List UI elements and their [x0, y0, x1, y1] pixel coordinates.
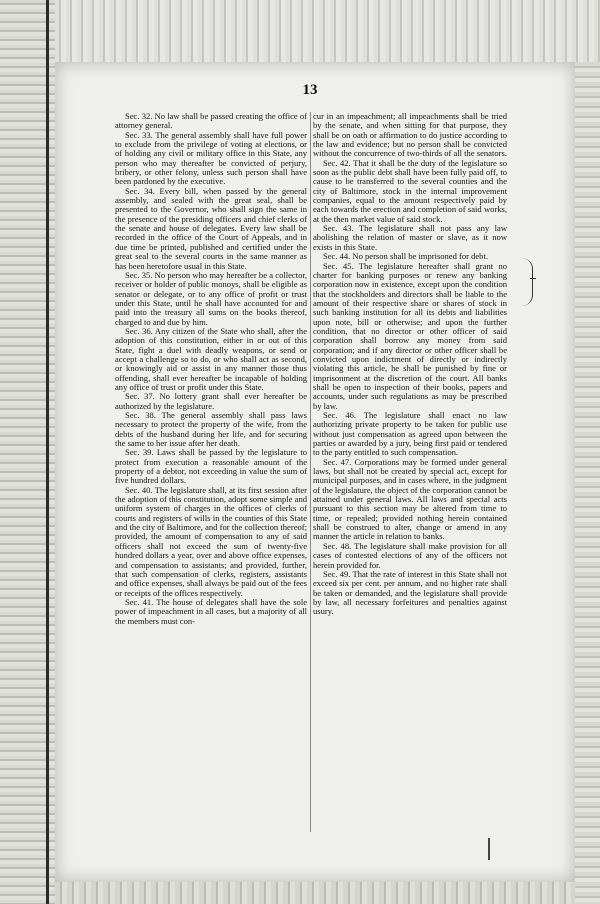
column-divider — [310, 112, 311, 832]
section-36: Sec. 36. Any citizen of the State who shall, after the adoption of this constitution, either in or out of this State, fight a duel with deadly weapons, or send or accept a challenge so to do, or who shall act as second, or knowingly aid or assist in any manner those thus offending, shall ever hereafter be incapable of holding any office of trust or profit under this State. — [115, 325, 307, 392]
section-45: Sec. 45. The legislature hereafter shall grant no charter for banking purposes or renew any banking corporation now in existence, except upon the condition that the stockholders and directors shall be liable to the amount of their respective share or shares of stock in such banking institution for all its debts and liabilities upon note, bill or otherwise; and upon the further condition, that no director or other officer of said corporation shall borrow any money from said corporation; and if any director or other officer shall be convicted upon indictment of directly or indirectly violating this article, he shall be punished by fine or imprisonment at the discretion of the court. All banks shall be open to inspection of their books, papers and accounts, under such regulations as may be prescribed by law. — [313, 260, 507, 411]
section-46: Sec. 46. The legislature shall enact no law authorizing private property to be taken for public use without just compensation as agreed upon between the parties or awarded by a jury, being first paid or tendered to the party entitled to such compensation. — [313, 410, 507, 458]
scan-left-edge — [0, 0, 55, 904]
section-47: Sec. 47. Corporations may be formed under general laws, but shall not be created by special act, except for municipal purposes, and in cases where, in the judgment of the legislature, the object of the corporation cannot be attained under general laws. All laws and special acts pursuant to this section may be altered from time to time, or repealed; provided nothing herein contained shall be construed to alter, change or amend in any manner the article in relation to banks. — [313, 456, 507, 542]
scan-right-edge — [575, 62, 600, 904]
page-number: 13 — [302, 82, 318, 98]
left-column — [115, 112, 307, 626]
section-44: Sec. 44. No person shall be imprisoned for debt. — [323, 251, 488, 262]
section-49: Sec. 49. That the rate of interest in this State shall not exceed six per cent. per annum, and no higher rate shall be taken or demanded, and the legislature shall provide by law, all necessary forfeitures and penalties against usury. — [313, 568, 507, 617]
section-48: Sec. 48. The legislature shall make provision for all cases of contested elections of any of the officers not herein provided for. — [313, 540, 507, 570]
section-38: Sec. 38. The general assembly shall pass laws necessary to protect the property of the wife, from the debts of the husband during her life, and for securing the same to her issue after her death. — [115, 410, 307, 449]
margin-tick-mark — [530, 278, 536, 279]
section-42: Sec. 42. That it shall be the duty of the legislature so soon as the public debt shall have been fully paid off, to cause to be transferred to the several counties and the city of Baltimore, stock in the internal improvement companies, equal to the amount respectively paid by each towards the erection and completion of said works, at the then market value of said stock. — [313, 157, 507, 224]
section-41-start: Sec. 41. The house of delegates shall have the sole power of impeachment in all cases, but a majority of all the members must con- — [115, 596, 307, 626]
margin-bracket-mark — [522, 258, 533, 306]
right-column — [313, 112, 507, 617]
scan-bottom-edge — [55, 882, 575, 904]
section-32: Sec. 32. No law shall be passed creating the office of attorney general. — [115, 111, 307, 131]
section-37: Sec. 37. No lottery grant shall ever hereafter be authorized by the legislature. — [115, 391, 307, 411]
section-34: Sec. 34. Every bill, when passed by the general assembly, and sealed with the great seal, shall be presented to the Governor, who shall sign the same in the presence of the presiding officers and chief clerks of the senate and house of delegates. Every law shall be recorded in the office of the Court of Appeals, and in due time be printed, published and certified under the great seal to the several courts in the same manner as has been heretofore usual in this State. — [115, 185, 307, 271]
section-39: Sec. 39. Laws shall be passed by the legislature to protect from execution a reasonable amount of the property of a debtor, not exceeding in value the sum of five hundred dollars. — [115, 447, 307, 486]
scan-top-edge — [55, 0, 600, 62]
binding-rule — [46, 0, 49, 904]
section-33: Sec. 33. The general assembly shall have full power to exclude from the privilege of voting at elections, or of holding any civil or military office in this State, any person who may thereafter be convicted of perjury, bribery, or other felony, unless such person shall have been pardoned by the executive. — [115, 129, 307, 187]
section-35: Sec. 35. No person who may hereafter be a collector, receiver or holder of public monoys, shall be eligible as senator or delegate, or to any office of profit or trust under this State, until he shall have accounted for and paid into the treasury all sums on the books thereof, charged to and due by him. — [115, 269, 307, 327]
section-43: Sec. 43. The legislature shall not pass any law abolishing the relation of master or slave, as it now exists in this State. — [313, 223, 507, 252]
section-41-continued: cur in an impeachment; all impeachments shall be tried by the senate, and when sitting for that purpose, they shall be on oath or affirmation to do justice according to the law and evidence; but no person shall be convicted without the concurrence of two-thirds of all the senators. — [313, 111, 507, 159]
section-40: Sec. 40. The legislature shall, at its first session after the adoption of this constitution, adopt some simple and uniform system of charges in the offices of clerks of courts and registers of wills in the counties of this State and the city of Baltimore, and for the collection thereof; provided, the amount of compensation to any of said officers shall not exceed the sum of twenty-five hundred dollars a year, over and above office expenses, and compensation to assistants; and provided, further, that such compensation of clerks, registers, assistants and office expenses, shall always be paid out of the fees or receipts of the offices respectively. — [115, 484, 307, 598]
margin-pencil-mark — [488, 838, 490, 860]
